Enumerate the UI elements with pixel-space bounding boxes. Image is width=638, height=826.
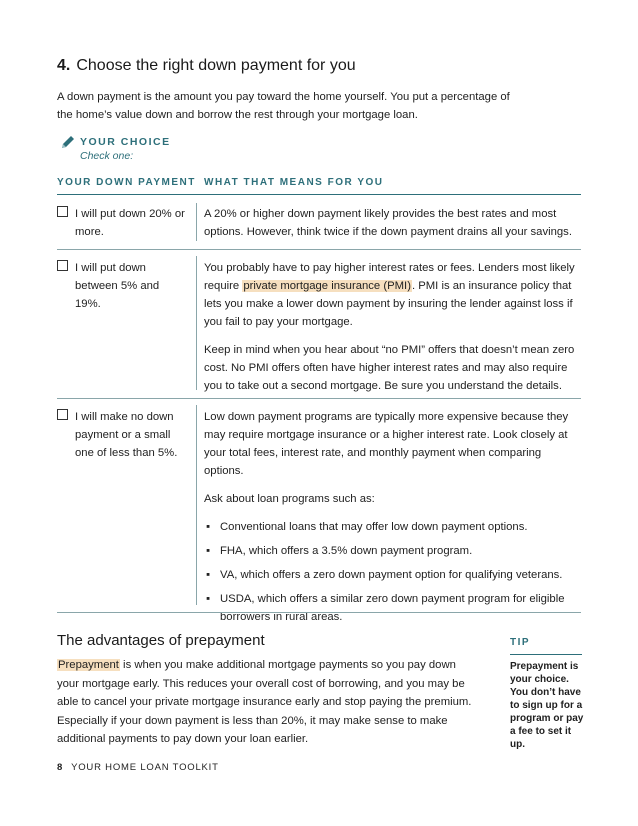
intro-paragraph: A down payment is the amount you pay toward the home yourself. You put a percentage of the home’s value down and borrow the rest through your mortgage loan. [57, 91, 510, 121]
bullet-icon: ▪ [206, 569, 211, 581]
choice-sub: Check one: [80, 150, 134, 162]
meaning-text-part: . PMI is an insurance policy that lets you make a lower down payment by insuring the lender against loss if you fail to pay your mortgage. [204, 280, 573, 328]
advantages-title: The advantages of prepayment [57, 632, 265, 649]
meaning-text [204, 259, 576, 331]
column-divider [196, 203, 197, 241]
meaning-text: Ask about loan programs such as: [204, 493, 375, 505]
footer-title: YOUR HOME LOAN TOOLKIT [71, 762, 219, 773]
column-header-meaning: WHAT THAT MEANS FOR YOU [204, 177, 384, 188]
header-divider [57, 194, 581, 195]
page-number: 8 [57, 762, 64, 773]
tip-divider [510, 654, 582, 655]
advantages-paragraph [57, 656, 475, 749]
meaning-text: Low down payment programs are typically more expensive because they may require mortgage insurance or a higher interest rate. Look closely at your total fees, interest rate, and monthly payment when comparing options. [204, 411, 569, 477]
bullet-item [204, 518, 576, 536]
option-row-1[interactable] [57, 205, 187, 241]
meaning-text: A 20% or higher down payment likely provides the best rates and most options. However, think twice if the down payment drains all your savings. [204, 208, 572, 238]
bullet-item [204, 590, 576, 626]
checkbox[interactable] [57, 409, 68, 420]
pmi-highlight: private mortgage insurance (PMI) [243, 280, 411, 292]
pencil-icon [60, 134, 76, 150]
tip-label: TIP [510, 637, 531, 648]
bullet-icon: ▪ [206, 545, 211, 557]
advantages-text: is when you make additional mortgage payments so you pay down your mortgage early. This reduces your overall cost of borrowing, and you may be able to cancel your private mortgage insurance early and stop paying the premium. Especially if your down payment is less than 20%, it may make sense to make additional payments to pay down your loan earlier. [57, 659, 472, 745]
tip-text: Prepayment is your choice. You don’t have to sign up for a program or pay a fee to set it up. [510, 661, 584, 750]
section-title [57, 57, 356, 75]
bullet-text: FHA, which offers a 3.5% down payment program. [220, 545, 473, 557]
section-title-text: Choose the right down payment for you [76, 57, 356, 74]
option-label: I will make no down payment or a small one of less than 5%. [75, 411, 178, 459]
bullet-item [204, 566, 576, 584]
bullet-text: Conventional loans that may offer low down payment options. [220, 521, 528, 533]
bullet-icon: ▪ [206, 521, 211, 533]
meaning-cell-1 [204, 205, 576, 251]
choice-label: YOUR CHOICE [80, 136, 171, 148]
option-label: I will put down between 5% and 19%. [75, 262, 160, 310]
prepayment-highlight: Prepayment [58, 659, 119, 671]
option-row-3[interactable] [57, 408, 187, 462]
checkbox[interactable] [57, 260, 68, 271]
bullet-text: USDA, which offers a similar zero down payment program for eligible borrowers in rural areas. [220, 593, 565, 623]
page-footer [57, 762, 219, 773]
checkbox[interactable] [57, 206, 68, 217]
option-row-2[interactable] [57, 259, 167, 313]
column-divider [196, 256, 197, 390]
bullet-item [204, 542, 576, 560]
meaning-cell-3 [204, 408, 576, 632]
option-label: I will put down 20% or more. [75, 208, 185, 238]
section-number: 4. [57, 57, 71, 74]
row-divider [57, 612, 581, 613]
meaning-text-part: You probably have to pay higher interest rates or fees. Lenders most likely require [204, 262, 575, 292]
row-divider [57, 249, 581, 250]
row-divider [57, 398, 581, 399]
column-divider [196, 405, 197, 605]
bullet-icon: ▪ [206, 593, 211, 605]
column-header-down-payment: YOUR DOWN PAYMENT [57, 177, 196, 188]
meaning-cell-2 [204, 259, 576, 405]
meaning-text: Keep in mind when you hear about “no PMI” offers that doesn’t mean zero cost. No PMI offers often have higher interest rates and may also require you to take out a second mortgage. Be sure you understand the details. [204, 344, 575, 392]
bullet-text: VA, which offers a zero down payment option for qualifying veterans. [220, 569, 563, 581]
